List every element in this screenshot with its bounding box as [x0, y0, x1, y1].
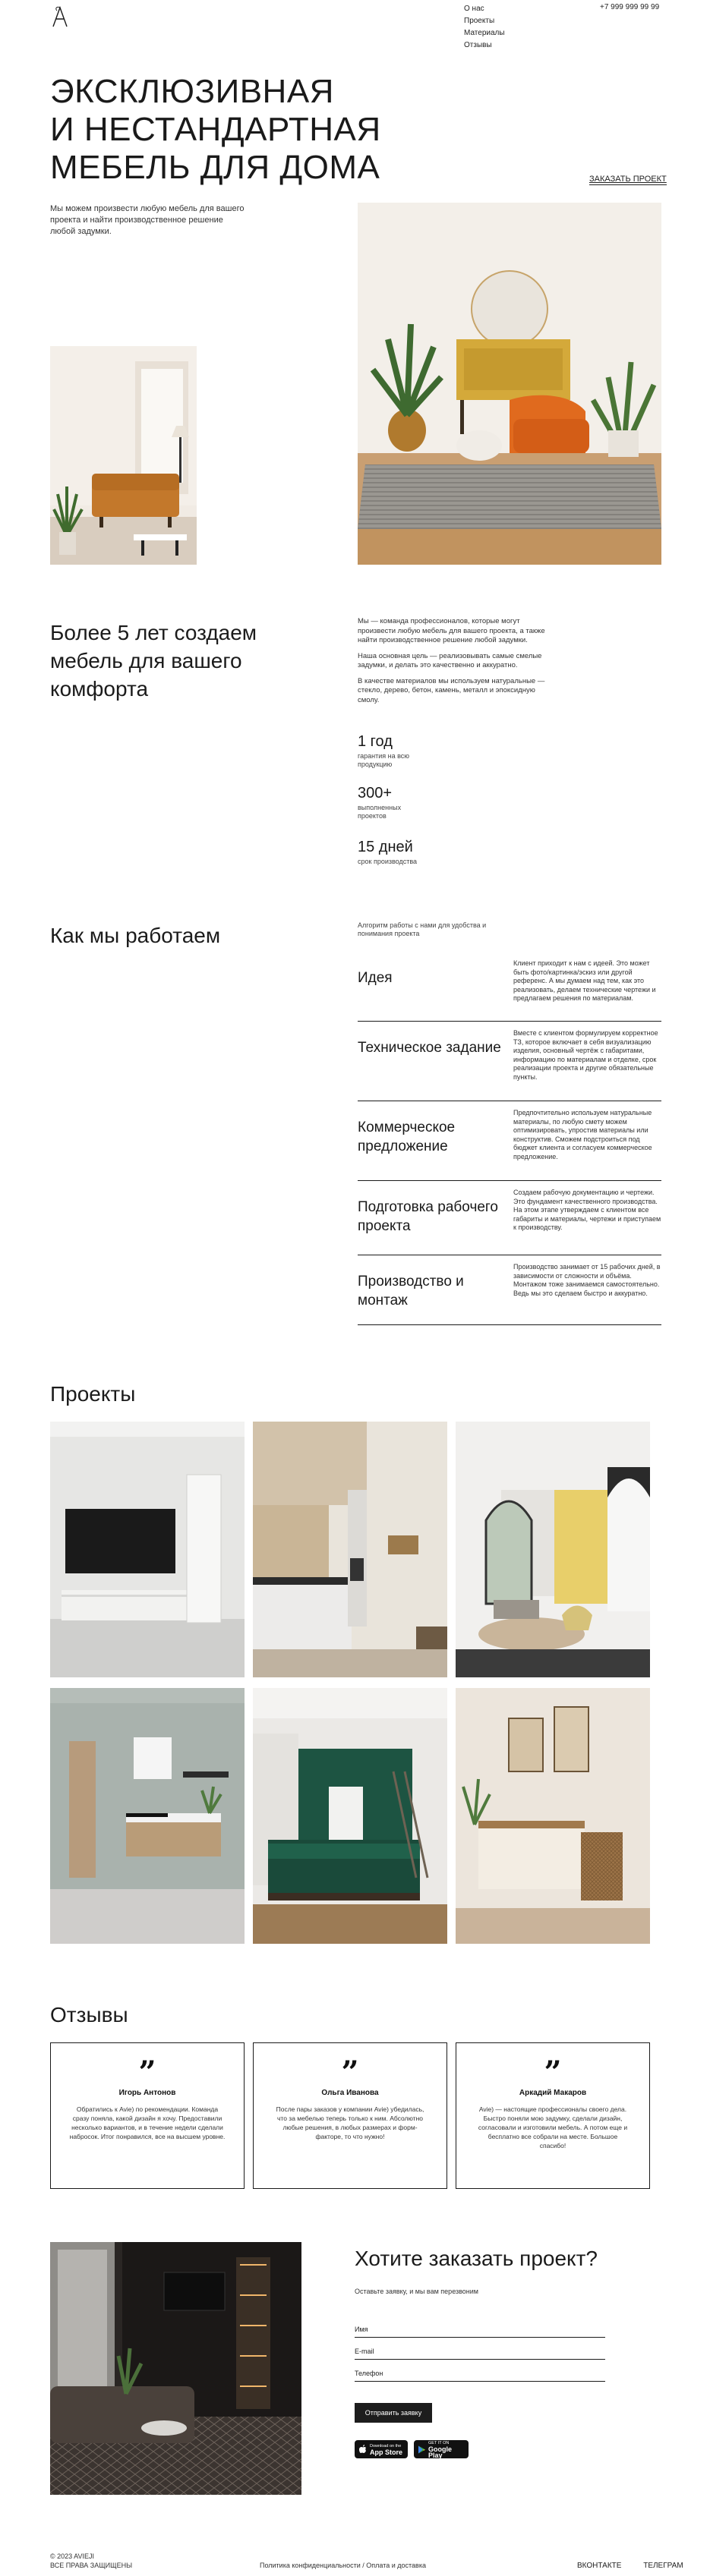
hero-title-line-1: ЭКСКЛЮЗИВНАЯ [50, 73, 334, 110]
nav-projects[interactable]: Проекты [464, 17, 495, 25]
review-text: Обратились к Avie) по рекомендации. Команда сразу поняла, какой дизайн я хочу. Предоставили несколько вариантов, и в течение недели сделали набросок. Итог понравился, все на высшем уровне. [69, 2105, 226, 2140]
hero-title-line-2: И НЕСТАНДАРТНАЯ [50, 111, 381, 148]
footer-copyright [50, 2552, 132, 2570]
hero-image-large [358, 203, 661, 565]
work-step-name: Идея [358, 970, 393, 986]
review-card [456, 2042, 650, 2189]
work-title: Как мы работаем [50, 924, 221, 947]
rights-text: ВСЕ ПРАВА ЗАЩИЩЕНЫ [50, 2562, 133, 2569]
order-subtitle: Оставьте заявку, и мы вам перезвоним [355, 2288, 478, 2295]
stat-production-time [358, 838, 464, 866]
work-step [358, 1263, 661, 1325]
work-step-desc: Предпочтительно используем натуральные материалы, по любую смету можем оптимизировать, упростив материалы или конструктив. Сможем подстроиться под бюджет клиента и согласуем коммерческое предложение. [513, 1109, 652, 1160]
project-image-bedroom[interactable] [253, 1688, 447, 1944]
copyright-text: © 2023 AVIEJI [50, 2552, 94, 2560]
google-play-badge[interactable] [414, 2440, 469, 2458]
order-image-dark-interior [50, 2242, 301, 2495]
hero-image-small [50, 346, 197, 565]
review-card [253, 2042, 447, 2189]
work-step-desc: Создаем рабочую документацию и чертежи. Это фундамент качественного производства. На этом этапе утверждаем с клиентом все габариты и материалы, чертежи и приступаем к производству. [513, 1189, 661, 1231]
google-play-small: GET IT ON [428, 2441, 450, 2445]
footer-policy-link[interactable]: Политика конфиденциальности / Оплата и доставка [260, 2562, 426, 2569]
project-image-kitchen[interactable] [253, 1422, 447, 1677]
quote-icon: ” [138, 2055, 156, 2090]
header-phone[interactable]: +7 999 999 99 99 [600, 3, 660, 11]
logo[interactable] [50, 5, 70, 29]
work-step [358, 1109, 661, 1181]
apple-icon [359, 2445, 367, 2454]
phone-field[interactable] [355, 2365, 605, 2382]
work-intro: Алгоритм работы с нами для удобства и понимания проекта [358, 921, 487, 937]
review-card [50, 2042, 245, 2189]
footer-social [557, 2562, 683, 2570]
quote-icon: ” [341, 2055, 359, 2090]
app-store-badge[interactable] [355, 2440, 408, 2458]
name-field[interactable] [355, 2321, 605, 2338]
hero-subtitle: Мы можем произвести любую мебель для вашего проекта и найти производственное решение любой задумки. [50, 204, 245, 236]
work-step-name: Подготовка рабочего проекта [358, 1199, 498, 1234]
work-step-name: Производство и монтаж [358, 1274, 464, 1308]
projects-title: Проекты [50, 1382, 136, 1406]
about-paragraph: В качестве материалов мы используем натуральные — стекло, дерево, бетон, камень, металл и эпоксидную смолу. [358, 676, 545, 704]
nav-materials[interactable]: Материалы [464, 29, 505, 37]
hero-title-line-3: МЕБЕЛЬ ДЛЯ ДОМА [50, 149, 380, 186]
stat-label: гарантия на всю продукцию [358, 752, 410, 768]
order-project-link[interactable]: ЗАКАЗАТЬ ПРОЕКТ [589, 175, 667, 184]
nav-reviews[interactable]: Отзывы [464, 41, 492, 49]
social-vk-link[interactable]: ВКОНТАКТЕ [577, 2562, 622, 2570]
work-step-name: Техническое задание [358, 1040, 501, 1056]
about-title: Более 5 лет создаем мебель для вашего комфорта [50, 621, 257, 701]
work-step-name: Коммерческое предложение [358, 1120, 456, 1154]
review-author: Ольга Иванова [321, 2089, 379, 2097]
google-play-big: Google Play [428, 2445, 453, 2459]
nav-about[interactable]: О нас [464, 5, 484, 13]
reviews-title: Отзывы [50, 2003, 128, 2026]
stat-projects [358, 784, 464, 820]
stat-label: выполненных проектов [358, 804, 402, 820]
google-play-icon [418, 2445, 425, 2454]
review-author: Игорь Антонов [118, 2089, 176, 2097]
stat-value: 15 дней [358, 839, 413, 855]
stat-value: 1 год [358, 733, 393, 750]
review-author: Аркадий Макаров [519, 2089, 587, 2097]
work-step-desc: Производство занимает от 15 рабочих дней, в зависимости от сложности и объёма. Монтажом тоже занимаемся самостоятельно. Ведь мы это сделаем быстро и аккуратно. [513, 1263, 661, 1297]
stat-label: срок производства [358, 858, 418, 865]
work-step-desc: Клиент приходит к нам с идеей. Это может быть фото/картинка/эскиз или другой референс. А мы думаем над тем, как это реализовать, делаем технические чертежи и предлагаем решения по материалам. [513, 959, 656, 1002]
work-step [358, 959, 661, 1022]
main-nav [464, 3, 505, 52]
work-step [358, 1029, 661, 1101]
submit-request-button[interactable]: Отправить заявку [355, 2403, 432, 2423]
quote-icon: ” [544, 2055, 562, 2090]
about-paragraph: Наша основная цель — реализовывать самые смелые задумки, и делать это качественно и аккуратно. [358, 651, 542, 669]
app-store-big: App Store [370, 2448, 403, 2456]
order-title: Хотите заказать проект? [355, 2247, 598, 2270]
app-store-small: Download on the [370, 2444, 402, 2448]
email-field[interactable] [355, 2343, 605, 2360]
work-step [358, 1189, 661, 1255]
review-text: После пары заказов у компании Avie) убедилась, что за мебелью теперь только к ним. Абсолютно любые решения, в любых размерах и форм-факторе, то что нужно! [276, 2105, 424, 2140]
work-step-desc: Вместе с клиентом формулируем корректное ТЗ, которое включает в себя визуализацию изделия, основный чертёж с габаритами, информацию по материалам и отделке, срок реализации проекта и другие обязательные пункты. [513, 1029, 658, 1081]
project-image-bright-room[interactable] [456, 1422, 650, 1677]
logo-mark-icon [50, 5, 70, 29]
stat-value: 300+ [358, 785, 393, 801]
social-telegram-link[interactable]: ТЕЛЕГРАМ [643, 2562, 683, 2570]
about-text [358, 617, 555, 711]
review-text: Avie) — настоящие профессионалы своего дела. Быстро поняли мою задумку, сделали дизайн, согласовали и изготовили мебель. А потом еще и бесплатно все собрали на месте. Большое спасибо! [478, 2105, 628, 2149]
hero-title [50, 73, 415, 187]
stat-warranty [358, 732, 464, 769]
project-image-bathroom[interactable] [50, 1688, 245, 1944]
project-image-living-room-tv[interactable] [50, 1422, 245, 1677]
project-image-dining-room[interactable] [456, 1688, 650, 1944]
about-paragraph: Мы — команда профессионалов, которые могут произвести любую мебель для вашего проекта, а также найти производственное решение любой задумки. [358, 617, 545, 644]
